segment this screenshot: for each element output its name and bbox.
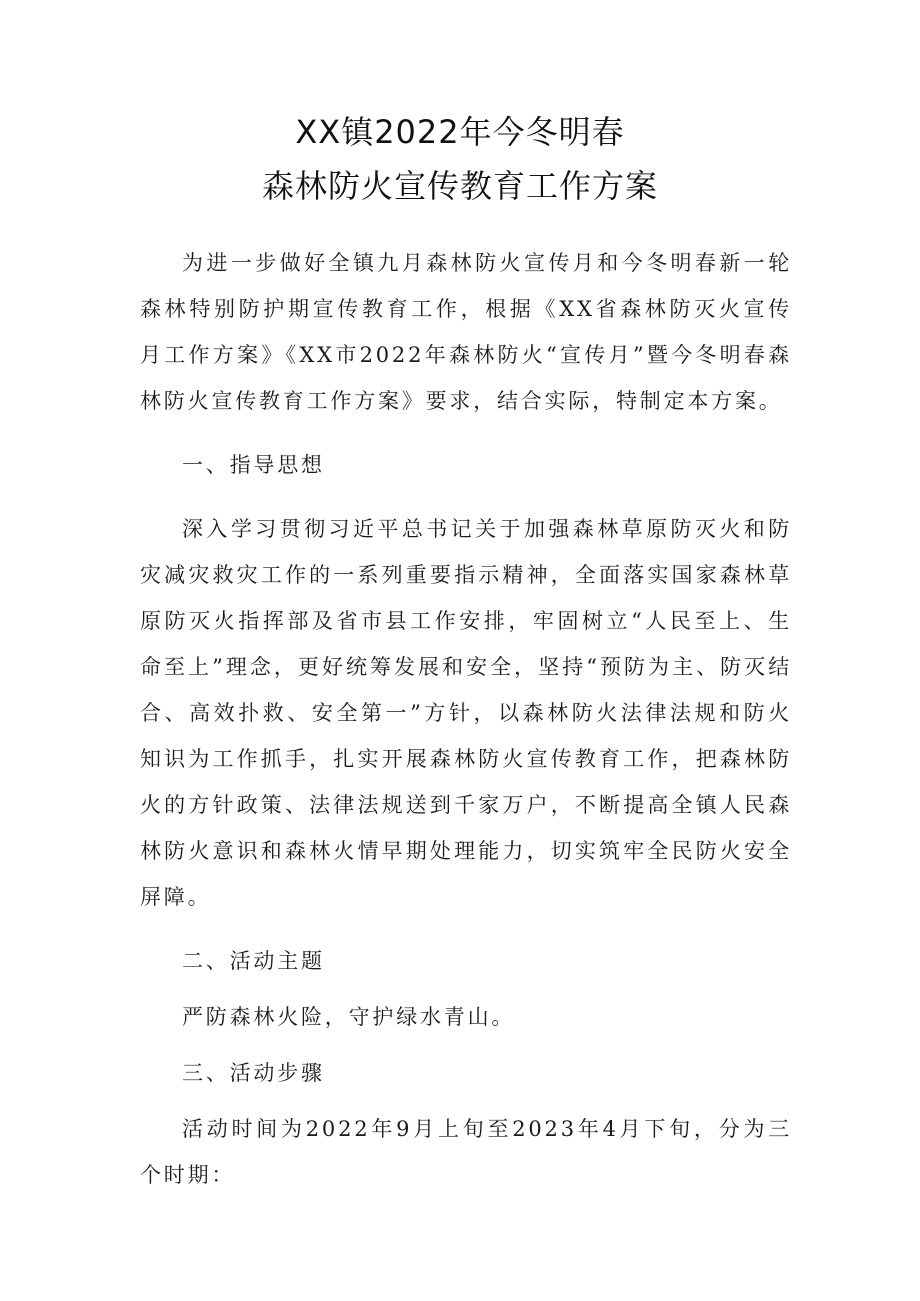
section-heading-activity-theme: 二、活动主题 (182, 949, 325, 973)
document-title-line-1: XX镇2022年今冬明春 (295, 113, 625, 151)
document-body (140, 240, 792, 1198)
intro-paragraph: 为进一步做好全镇九月森林防火宣传月和今冬明春新一轮森林特别防护期宣传教育工作，根据《XX省森林防灭火宣传月工作方案》《XX市2022年森林防火“宣传月”暨今冬明春森林防火宣传教育工作方案》要求，结合实际，特制定本方案。 (140, 251, 792, 413)
activity-steps-paragraph: 活动时间为2022年9月上旬至2023年4月下旬，分为三个时期： (140, 1117, 792, 1187)
section-heading-activity-steps: 三、活动步骤 (182, 1061, 325, 1085)
guiding-thought-paragraph: 深入学习贯彻习近平总书记关于加强森林草原防灭火和防灾减灾救灾工作的一系列重要指示精神，全面落实国家森林草原防灭火指挥部及省市县工作安排，牢固树立“人民至上、生命至上”理念，更好统筹发展和安全，坚持“预防为主、防灭结合、高效扑救、安全第一”方针，以森林防火法律法规和防火知识为工作抓手，扎实开展森林防火宣传教育工作，把森林防火的方针政策、法律法规送到千家万户，不断提高全镇人民森林防火意识和森林火情早期处理能力，切实筑牢全民防火安全屏障。 (140, 517, 792, 909)
activity-theme-paragraph: 严防森林火险，守护绿水青山。 (182, 1005, 516, 1029)
section-heading-guiding-thought: 一、指导思想 (182, 453, 325, 477)
document-title-line-2: 森林防火宣传教育工作方案 (261, 167, 658, 205)
